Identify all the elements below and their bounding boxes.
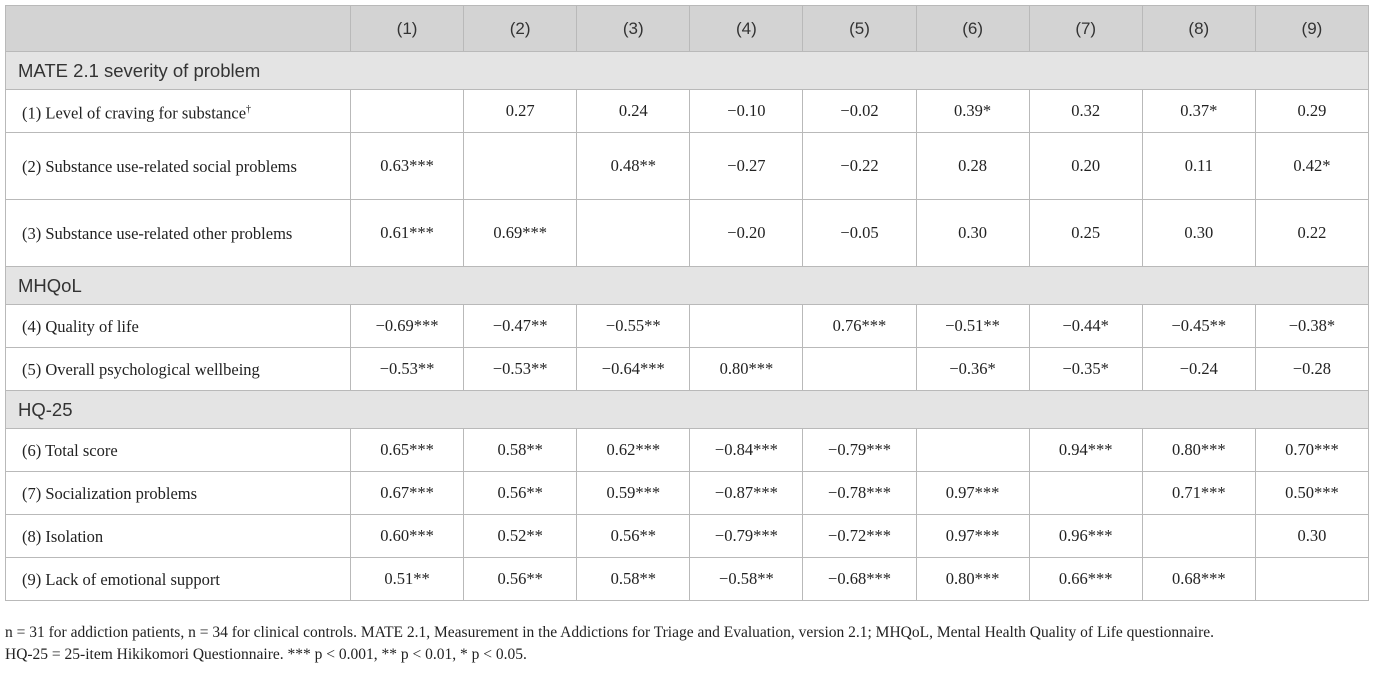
- value-cell: 0.80***: [690, 348, 803, 391]
- value-cell: 0.56**: [577, 515, 690, 558]
- value-cell: 0.58**: [464, 429, 577, 472]
- value-cell: 0.69***: [464, 200, 577, 267]
- value-cell: 0.56**: [464, 558, 577, 601]
- value-cell: 0.96***: [1029, 515, 1142, 558]
- table-footnote: [5, 622, 1371, 666]
- row-label: (2) Substance use-related social problems: [6, 133, 351, 200]
- value-cell: −0.10: [690, 90, 803, 133]
- value-cell: −0.27: [690, 133, 803, 200]
- value-cell: 0.42*: [1255, 133, 1368, 200]
- value-cell: −0.79***: [690, 515, 803, 558]
- value-cell: 0.66***: [1029, 558, 1142, 601]
- value-cell: −0.79***: [803, 429, 916, 472]
- value-cell: 0.20: [1029, 133, 1142, 200]
- value-cell: 0.58**: [577, 558, 690, 601]
- value-cell: 0.94***: [1029, 429, 1142, 472]
- value-cell: −0.68***: [803, 558, 916, 601]
- column-header: (4): [690, 6, 803, 52]
- value-cell: −0.78***: [803, 472, 916, 515]
- header-row: [6, 6, 1369, 52]
- value-cell: 0.30: [916, 200, 1029, 267]
- column-header: (7): [1029, 6, 1142, 52]
- value-cell: 0.30: [1142, 200, 1255, 267]
- value-cell: [464, 133, 577, 200]
- column-header: (9): [1255, 6, 1368, 52]
- value-cell: −0.72***: [803, 515, 916, 558]
- table-row: [6, 348, 1369, 391]
- column-header: (8): [1142, 6, 1255, 52]
- value-cell: 0.70***: [1255, 429, 1368, 472]
- section-title: MHQoL: [6, 267, 1369, 305]
- value-cell: −0.47**: [464, 305, 577, 348]
- value-cell: 0.25: [1029, 200, 1142, 267]
- value-cell: 0.52**: [464, 515, 577, 558]
- value-cell: 0.97***: [916, 472, 1029, 515]
- value-cell: 0.29: [1255, 90, 1368, 133]
- row-label: (4) Quality of life: [6, 305, 351, 348]
- value-cell: −0.64***: [577, 348, 690, 391]
- value-cell: −0.53**: [464, 348, 577, 391]
- value-cell: [351, 90, 464, 133]
- row-label: (8) Isolation: [6, 515, 351, 558]
- value-cell: −0.38*: [1255, 305, 1368, 348]
- table-row: [6, 558, 1369, 601]
- value-cell: −0.28: [1255, 348, 1368, 391]
- value-cell: −0.44*: [1029, 305, 1142, 348]
- row-label: (7) Socialization problems: [6, 472, 351, 515]
- value-cell: −0.51**: [916, 305, 1029, 348]
- column-header: (1): [351, 6, 464, 52]
- section-row-mate: [6, 52, 1369, 90]
- value-cell: 0.37*: [1142, 90, 1255, 133]
- value-cell: −0.58**: [690, 558, 803, 601]
- value-cell: 0.71***: [1142, 472, 1255, 515]
- section-title: HQ-25: [6, 391, 1369, 429]
- table-row: [6, 133, 1369, 200]
- value-cell: 0.76***: [803, 305, 916, 348]
- header-stub-cell: [6, 6, 351, 52]
- value-cell: 0.11: [1142, 133, 1255, 200]
- value-cell: 0.51**: [351, 558, 464, 601]
- value-cell: −0.35*: [1029, 348, 1142, 391]
- value-cell: 0.97***: [916, 515, 1029, 558]
- value-cell: [1029, 472, 1142, 515]
- row-label: (6) Total score: [6, 429, 351, 472]
- value-cell: −0.69***: [351, 305, 464, 348]
- column-header: (6): [916, 6, 1029, 52]
- value-cell: [1142, 515, 1255, 558]
- dagger-mark: †: [246, 103, 252, 115]
- value-cell: 0.28: [916, 133, 1029, 200]
- column-header: (5): [803, 6, 916, 52]
- correlation-table: [5, 5, 1369, 601]
- column-header: (3): [577, 6, 690, 52]
- value-cell: 0.63***: [351, 133, 464, 200]
- row-label: [6, 90, 351, 133]
- value-cell: 0.80***: [916, 558, 1029, 601]
- value-cell: 0.56**: [464, 472, 577, 515]
- value-cell: [577, 200, 690, 267]
- value-cell: 0.32: [1029, 90, 1142, 133]
- value-cell: 0.59***: [577, 472, 690, 515]
- section-row-mhqol: [6, 267, 1369, 305]
- table-row: [6, 90, 1369, 133]
- value-cell: [916, 429, 1029, 472]
- row-label: (5) Overall psychological wellbeing: [6, 348, 351, 391]
- value-cell: 0.67***: [351, 472, 464, 515]
- table-row: [6, 429, 1369, 472]
- table-row: [6, 305, 1369, 348]
- value-cell: −0.53**: [351, 348, 464, 391]
- value-cell: −0.24: [1142, 348, 1255, 391]
- footnote-line: n = 31 for addiction patients, n = 34 for clinical controls. MATE 2.1, Measurement in the Addictions for Triage and Evaluation, version 2.1; MHQoL, Mental Health Quality of Life questionnaire.: [5, 624, 1215, 641]
- value-cell: −0.22: [803, 133, 916, 200]
- value-cell: 0.80***: [1142, 429, 1255, 472]
- table-row: [6, 515, 1369, 558]
- value-cell: 0.24: [577, 90, 690, 133]
- value-cell: 0.68***: [1142, 558, 1255, 601]
- value-cell: −0.02: [803, 90, 916, 133]
- table-row: [6, 472, 1369, 515]
- value-cell: 0.30: [1255, 515, 1368, 558]
- value-cell: 0.65***: [351, 429, 464, 472]
- value-cell: 0.48**: [577, 133, 690, 200]
- section-row-hq25: [6, 391, 1369, 429]
- footnote-line: HQ-25 = 25-item Hikikomori Questionnaire. *** p < 0.001, ** p < 0.01, * p < 0.05.: [5, 646, 527, 663]
- value-cell: −0.87***: [690, 472, 803, 515]
- value-cell: −0.05: [803, 200, 916, 267]
- value-cell: 0.27: [464, 90, 577, 133]
- value-cell: −0.45**: [1142, 305, 1255, 348]
- value-cell: −0.36*: [916, 348, 1029, 391]
- value-cell: 0.62***: [577, 429, 690, 472]
- value-cell: 0.61***: [351, 200, 464, 267]
- value-cell: 0.50***: [1255, 472, 1368, 515]
- value-cell: −0.84***: [690, 429, 803, 472]
- value-cell: 0.39*: [916, 90, 1029, 133]
- value-cell: [1255, 558, 1368, 601]
- value-cell: [690, 305, 803, 348]
- row-label: (3) Substance use-related other problems: [6, 200, 351, 267]
- row-label: (9) Lack of emotional support: [6, 558, 351, 601]
- table-row: [6, 200, 1369, 267]
- value-cell: 0.22: [1255, 200, 1368, 267]
- row-label-text: (1) Level of craving for substance: [22, 103, 247, 123]
- section-title: MATE 2.1 severity of problem: [6, 52, 1369, 90]
- value-cell: 0.60***: [351, 515, 464, 558]
- value-cell: −0.20: [690, 200, 803, 267]
- column-header: (2): [464, 6, 577, 52]
- value-cell: [803, 348, 916, 391]
- value-cell: −0.55**: [577, 305, 690, 348]
